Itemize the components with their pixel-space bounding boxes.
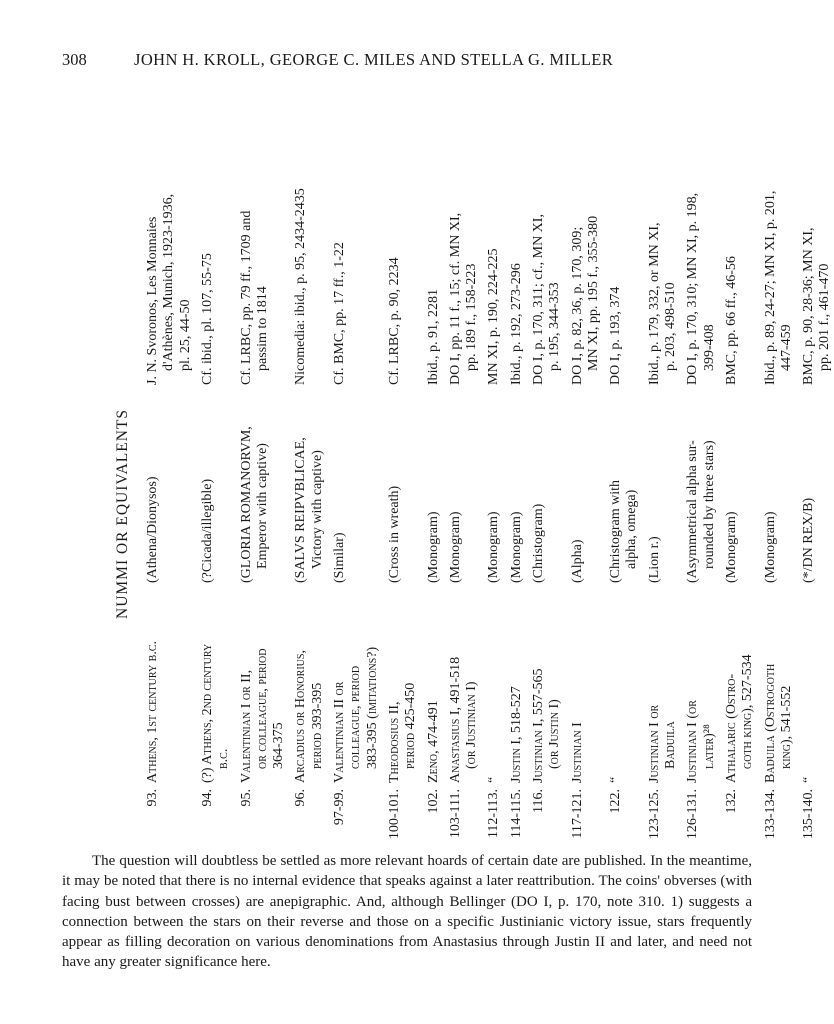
reference-cell: [426, 85, 442, 385]
coin-number: 97-99.: [332, 789, 347, 826]
coin-number: 96.: [293, 789, 309, 807]
reference-cell: [200, 85, 216, 385]
mint-cell: [570, 593, 586, 783]
coin-number: 103-111.: [447, 789, 463, 839]
coin-number: 116.: [531, 789, 546, 813]
coin-number: 133-134.: [762, 789, 778, 840]
coin-number: 93.: [145, 789, 160, 807]
type-cell-line: Victory with captive): [309, 450, 325, 569]
mint-cell-line: Justinian I or: [646, 704, 662, 783]
reference-cell-line: pl. 25, 44-50: [177, 299, 193, 371]
mint-cell-line: Justin I, 518-527: [508, 686, 524, 783]
mint-cell-line: later)²⁸: [701, 724, 717, 769]
mint-cell-line: (or Justinian I): [464, 681, 480, 769]
reference-cell-line: Nicomedia: ibid., p. 95, 2434-2435: [293, 188, 309, 385]
reference-cell-line: Cf. BMC, pp. 17 ff., 1-22: [332, 242, 347, 385]
mint-cell-line: Baduila (Ostrogoth: [762, 663, 778, 783]
coin-number: 117-121.: [569, 789, 585, 839]
coin-number: 102.: [425, 789, 441, 814]
type-cell: [570, 393, 586, 583]
mint-cell-line: Justinian I, 557-565: [531, 668, 546, 783]
mint-cell: [763, 593, 796, 783]
type-cell: [145, 393, 161, 583]
type-cell-line: (Monogram): [724, 511, 739, 583]
type-cell-line: (?Cicada/illegible): [199, 478, 215, 583]
mint-cell-line: Zeno, 474-491: [425, 700, 441, 783]
coin-number: 126-131.: [685, 789, 701, 840]
mint-cell-line: Justinian I: [569, 722, 585, 783]
mint-cell: [332, 593, 381, 783]
mint-cell: [685, 593, 718, 783]
mint-cell: [448, 593, 481, 783]
type-cell-line: (Monogram): [508, 511, 524, 583]
type-cell-line: (Christogram): [531, 503, 546, 583]
type-cell: [763, 393, 779, 583]
mint-cell-line: Athens, 1st century b.c.: [145, 640, 160, 783]
type-cell-line: rounded by three stars): [701, 440, 717, 569]
reference-cell: [332, 85, 348, 385]
type-cell: [685, 393, 718, 583]
reference-cell: [570, 85, 603, 385]
reference-cell-line: pp. 189 f., 158-223: [464, 263, 480, 371]
type-cell: [387, 393, 403, 583]
type-cell-line: (Athena/Dionysos): [145, 476, 160, 583]
mint-cell: [801, 593, 817, 783]
mint-cell-line: or colleague, period: [254, 648, 270, 769]
reference-cell-line: MN XI, p. 190, 224-225: [486, 248, 502, 385]
page-header: [62, 50, 752, 74]
type-cell-line: (Similar): [332, 532, 347, 583]
mint-cell-line: Theodosius II,: [386, 701, 402, 783]
reference-cell-line: p. 195, 344-353: [547, 282, 563, 371]
reference-cell-line: p. 203, 498-510: [663, 282, 679, 371]
reference-cell: [647, 85, 680, 385]
reference-cell: [145, 85, 194, 385]
body-paragraph: [62, 851, 752, 973]
reference-cell-line: J. N. Svoronos, Les Monnaies: [145, 216, 160, 385]
type-cell-line: (Alpha): [569, 539, 585, 583]
mint-cell-line: colleague, period: [348, 665, 364, 769]
type-cell: [200, 393, 216, 583]
mint-cell-line: goth king), 527-534: [740, 654, 756, 769]
reference-cell-line: Ibid., p. 91, 2281: [425, 288, 441, 385]
mint-cell: [486, 593, 502, 783]
type-cell: [448, 393, 464, 583]
coin-number: 123-125.: [646, 789, 662, 840]
type-cell-line: (GLORIA ROMANORVM,: [238, 426, 254, 583]
reference-cell-line: Cf. LRBC, p. 90, 2234: [386, 257, 402, 385]
type-cell: [724, 393, 740, 583]
reference-cell-line: DO I, p. 170, 310; MN XI, p. 198,: [685, 192, 701, 385]
type-cell-line: (Cross in wreath): [386, 485, 402, 583]
reference-cell: [801, 85, 834, 385]
type-cell-line: (*/DN REX/B): [801, 497, 817, 583]
coin-number: 122.: [608, 789, 624, 814]
mint-cell-line: king), 541-552: [778, 685, 794, 769]
paragraph-text: The question will doubtless be settled as more relevant hoards of certain date are published. In the meantime, it may be noted that there is no internal evidence that speaks against a later reattribution. The coins' obverses (with facing bust between crosses) are anepigraphic. And, although Bellinger (DO I, p. 170, note 310. 1) suggests a connection between the stars on their reverse and those on a specific Justinianic victory issue, stars frequently appear as filling decoration on various denominations from Anastasius through Justin II and later, and need not have any greater significance here.: [62, 853, 752, 971]
mint-cell-line: period 425-450: [403, 682, 419, 769]
page-number: 308: [62, 50, 87, 69]
coin-number: 135-140.: [801, 789, 817, 840]
type-cell: [239, 393, 272, 583]
mint-cell-line: Arcadius or Honorius,: [293, 650, 309, 783]
mint-cell: [145, 593, 161, 783]
reference-cell-line: DO I, p. 82, 36, p. 170, 309;: [569, 226, 585, 385]
type-cell: [332, 393, 348, 583]
mint-cell-line: “: [608, 776, 624, 783]
mint-cell-line: (or Justin I): [547, 699, 563, 769]
reference-cell: [531, 85, 564, 385]
type-cell-line: (Monogram): [425, 511, 441, 583]
table-title: NUMMI OR EQUIVALENTS: [114, 408, 131, 619]
reference-cell-line: BMC, p. 90, 28-36; MN XI,: [801, 227, 817, 385]
type-cell-line: (Christogram with: [608, 479, 624, 583]
type-cell-line: (Asymmetrical alpha sur-: [685, 440, 701, 583]
type-cell: [293, 393, 326, 583]
mint-cell: [647, 593, 680, 783]
reference-cell-line: MN XI, pp. 195 f., 355-380: [585, 215, 601, 371]
reference-cell-line: DO I, p. 170, 311; cf., MN XI,: [531, 214, 546, 385]
type-cell: [647, 393, 663, 583]
mint-cell: [608, 593, 624, 783]
type-cell: [426, 393, 442, 583]
mint-cell-line: period 393-395: [309, 682, 325, 769]
reference-cell: [239, 85, 272, 385]
rotated-table: [114, 91, 833, 851]
type-cell: [509, 393, 525, 583]
mint-cell-line: Athalaric (Ostro-: [724, 673, 739, 783]
type-cell: [531, 393, 547, 583]
reference-cell-line: BMC, pp. 66 ff., 46-56: [724, 256, 739, 385]
mint-cell: [200, 593, 233, 783]
reference-cell-line: d'Athènes, Munich, 1923-1936,: [161, 193, 177, 371]
reference-cell-line: DO I, pp. 11 f., 15; cf. MN XI,: [447, 212, 463, 385]
mint-cell-line: Valentinian I or II,: [238, 669, 254, 783]
type-cell-line: (Monogram): [447, 511, 463, 583]
mint-cell-line: Anastasius I, 491-518: [447, 656, 463, 783]
type-cell-line: Emperor with captive): [254, 443, 270, 569]
coin-number: 94.: [199, 789, 215, 807]
mint-cell: [387, 593, 420, 783]
type-cell-line: (Monogram): [762, 511, 778, 583]
reference-cell-line: passim to 1814: [254, 286, 270, 371]
reference-cell-line: Ibid., p. 192, 273-296: [508, 263, 524, 385]
reference-cell: [724, 85, 740, 385]
mint-cell-line: 383-395 (imitations?): [364, 646, 380, 769]
type-cell-line: (SALVS REIPVBLICAE,: [293, 437, 309, 583]
reference-cell-line: 399-408: [701, 324, 717, 371]
coin-number: 132.: [724, 789, 739, 814]
reference-cell: [608, 85, 624, 385]
mint-cell: [724, 593, 757, 783]
mint-cell: [509, 593, 525, 783]
reference-cell-line: Ibid., p. 179, 332, or MN XI,: [646, 222, 662, 385]
mint-cell-line: 364-375: [271, 722, 287, 769]
reference-cell-line: Cf. LRBC, pp. 79 ff., 1709 and: [238, 210, 254, 385]
type-cell-line: (Monogram): [486, 511, 502, 583]
mint-cell-line: Valentinian II or: [332, 681, 347, 783]
mint-cell-line: “: [486, 776, 502, 783]
mint-cell-line: Baduila: [663, 721, 679, 769]
reference-cell: [685, 85, 718, 385]
reference-cell: [448, 85, 481, 385]
running-head: JOHN H. KROLL, GEORGE C. MILES AND STELLA G. MILLER: [134, 50, 614, 69]
reference-cell: [763, 85, 796, 385]
mint-cell-line: Justinian I (or: [685, 700, 701, 783]
reference-cell: [509, 85, 525, 385]
reference-cell: [293, 85, 309, 385]
reference-cell-line: 447-459: [778, 324, 794, 371]
type-cell: [608, 393, 641, 583]
reference-cell-line: DO I, p. 193, 374: [608, 286, 624, 385]
type-cell: [801, 393, 817, 583]
coin-number: 100-101.: [386, 789, 402, 840]
mint-cell: [239, 593, 288, 783]
mint-cell: [293, 593, 326, 783]
mint-cell-line: b.c.: [216, 748, 232, 769]
mint-cell-line: “: [801, 776, 817, 783]
coin-number: 95.: [238, 789, 254, 807]
mint-cell-line: (?) Athens, 2nd century: [199, 643, 215, 783]
reference-cell-line: Ibid., p. 89, 24-27; MN XI, p. 201,: [762, 190, 778, 385]
reference-cell-line: Cf. ibid., pl. 107, 55-75: [199, 253, 215, 385]
reference-cell: [486, 85, 502, 385]
type-cell-line: (Lion r.): [646, 536, 662, 583]
mint-cell: [531, 593, 564, 783]
coin-number: 114-115.: [508, 789, 524, 839]
mint-cell: [426, 593, 442, 783]
reference-cell-line: pp. 201 f., 461-470: [817, 263, 833, 371]
type-cell: [486, 393, 502, 583]
reference-cell: [387, 85, 403, 385]
coin-number: 112-113.: [486, 789, 502, 839]
type-cell-line: alpha, omega): [624, 489, 640, 569]
